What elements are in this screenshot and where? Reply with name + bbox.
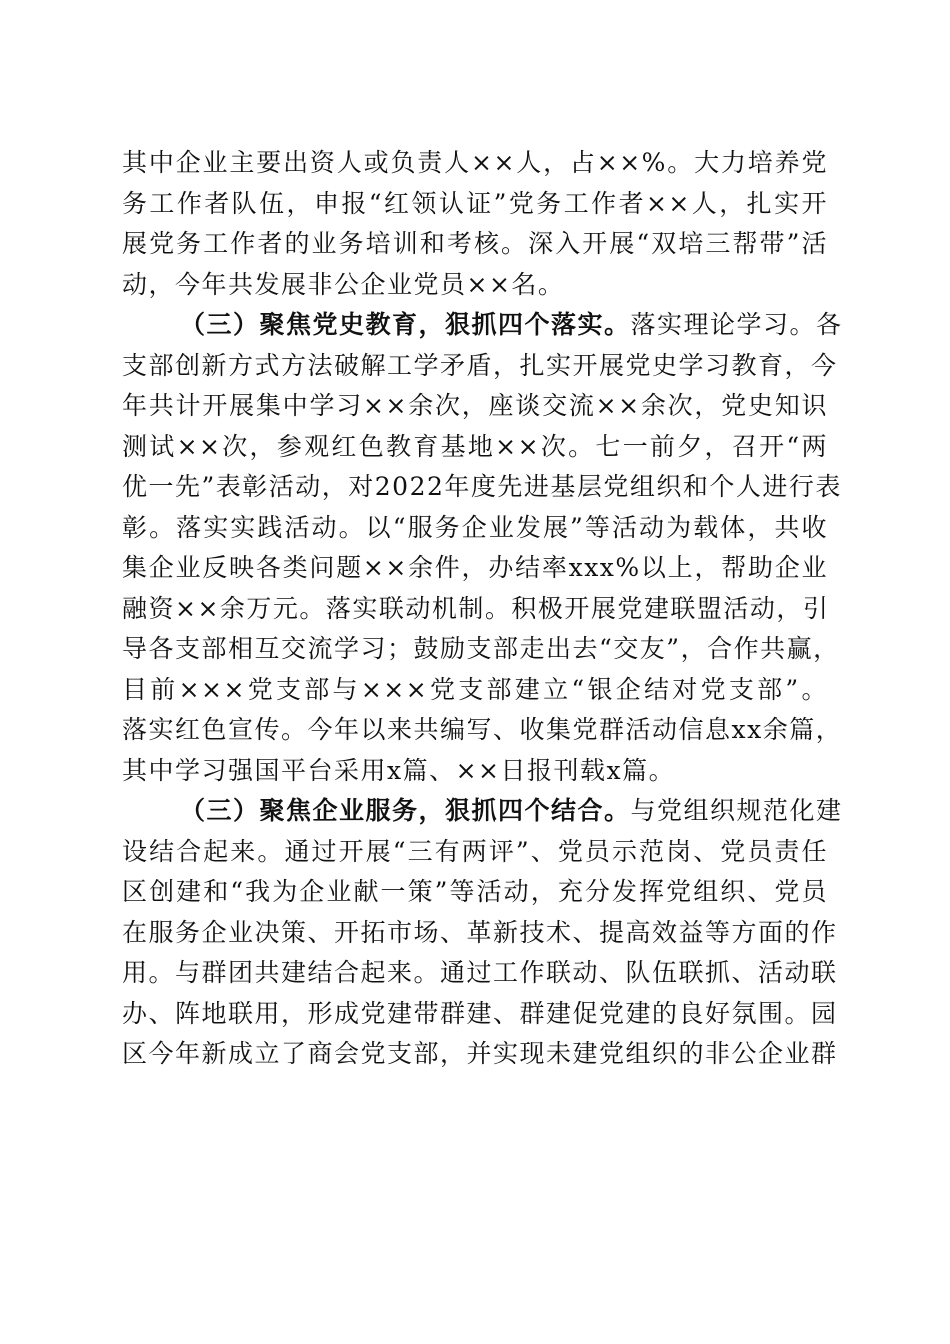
text-line: 区创建和“我为企业献一策”等活动，充分发挥党组织、党员 (122, 877, 828, 906)
paragraph-2 (122, 305, 843, 791)
text-line: 导各支部相互交流学习；鼓励支部走出去“交友”，合作共赢， (122, 634, 840, 663)
text-line: 用。与群团共建结合起来。通过工作联动、队伍联抓、活动联 (122, 958, 838, 987)
text-line: 区今年新成立了商会党支部，并实现未建党组织的非公企业群 (122, 1039, 838, 1068)
body-text (122, 143, 843, 1075)
text-line: 其中学习强国平台采用x篇、××日报刊载x篇。 (122, 755, 676, 785)
text-line: 落实红色宣传。今年以来共编写、收集党群活动信息xx余篇， (122, 715, 843, 744)
text-line: 集企业反映各类问题××余件，办结率xxx%以上，帮助企业 (122, 553, 828, 582)
text-line: 融资××余万元。落实联动机制。积极开展党建联盟活动，引 (122, 593, 830, 623)
text-line: 彰。落实实践活动。以“服务企业发展”等活动为载体，共收 (122, 512, 828, 542)
text-line: 支部创新方式方法破解工学矛盾，扎实开展党史学习教育，今 (122, 350, 838, 380)
text-line: 测试××次，参观红色教育基地××次。七一前夕，召开“两 (122, 431, 828, 461)
text-line: 动，今年共发展非公企业党员××名。 (122, 269, 565, 299)
text-line (122, 305, 843, 346)
text-line: 展党务工作者的业务培训和考核。深入开展“双培三帮带”活 (122, 229, 828, 258)
text-line: 年共计开展集中学习××余次，座谈交流××余次，党史知识 (122, 391, 828, 420)
text-line: 优一先”表彰活动，对2022年度先进基层党组织和个人进行表 (122, 472, 842, 501)
text-span: 落实理论学习。各 (630, 310, 843, 339)
text-line: 务工作者队伍，申报“红领认证”党务工作者××人，扎实开 (122, 188, 828, 218)
paragraph-1 (122, 143, 828, 305)
text-line: 办、阵地联用，形成党建带群建、群建促党建的良好氛围。园 (122, 998, 838, 1028)
text-line: 在服务企业决策、开拓市场、革新技术、提高效益等方面的作 (122, 917, 838, 947)
text-line: 目前×××党支部与×××党支部建立“银企结对党支部”。 (122, 674, 828, 704)
section-heading: （三）聚焦企业服务，狠抓四个结合。 (180, 796, 631, 825)
text-line: 设结合起来。通过开展“三有两评”、党员示范岗、党员责任 (122, 836, 828, 866)
section-heading: （三）聚焦党史教育，狠抓四个落实。 (180, 310, 631, 339)
paragraph-3 (122, 791, 843, 1075)
text-span: 与党组织规范化建 (630, 796, 843, 825)
text-line: 其中企业主要出资人或负责人××人，占××%。大力培养党 (122, 148, 828, 177)
text-line (122, 791, 843, 832)
